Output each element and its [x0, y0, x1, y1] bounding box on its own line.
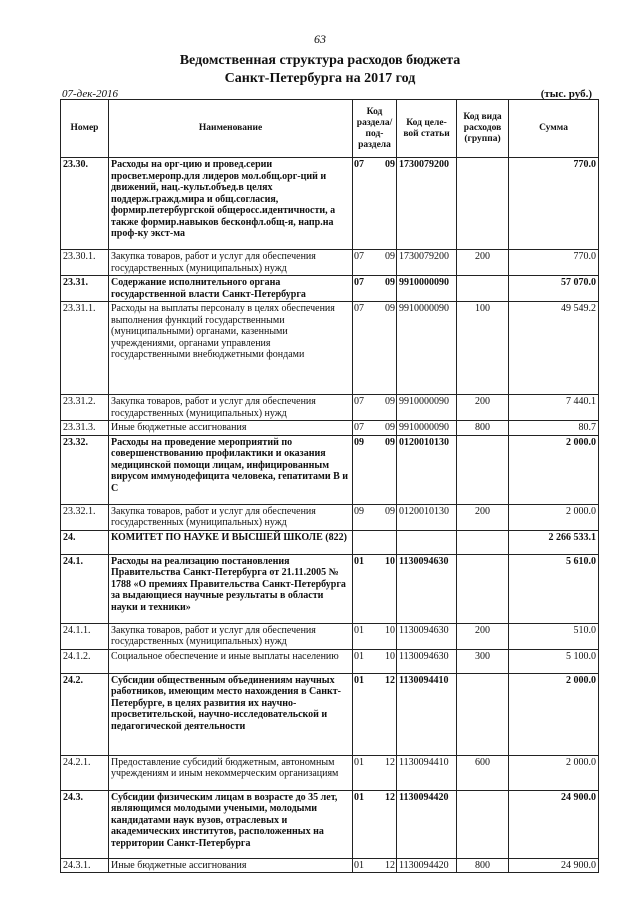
row-sum: 510.0: [509, 623, 599, 649]
row-name: Иные бюджетные ассигнования: [109, 421, 353, 436]
row-number: 24.1.: [61, 554, 109, 623]
row-expense-type: [457, 554, 509, 623]
row-number: 23.32.1.: [61, 504, 109, 530]
row-name: Субсидии общественным объединениям научных работников, имеющим место нахождения в Санкт-Петербурге, в целях развития их научно-просветительской, научно-исследовательской и педагогической деятельности: [109, 673, 353, 755]
table-row: [61, 790, 599, 858]
row-name: Расходы на реализацию постановления Правительства Санкт-Петербурга от 21.11.2005 № 1788 «О премиях Правительства Санкт-Петербурга за выдающиеся научные результаты в области науки и техники»: [109, 554, 353, 623]
table-row: [61, 673, 599, 755]
row-target-code: 1130094420: [397, 790, 457, 858]
table-row: [61, 530, 599, 554]
row-subsection-code: 09: [375, 421, 397, 436]
row-number: 23.32.: [61, 435, 109, 504]
table-row: [61, 755, 599, 790]
row-number: 23.30.1.: [61, 250, 109, 276]
row-sum: 80.7: [509, 421, 599, 436]
row-sum: 5 610.0: [509, 554, 599, 623]
row-target-code: 0120010130: [397, 435, 457, 504]
row-expense-type: [457, 530, 509, 554]
row-target-code: [397, 530, 457, 554]
row-sum: 7 440.1: [509, 395, 599, 421]
row-name: Расходы на выплаты персоналу в целях обеспечения выполнения функций государственными (муниципальными) органами, казенными учреждениями, органами управления государственными внебюджетными фондами: [109, 302, 353, 395]
row-expense-type: [457, 435, 509, 504]
header-target: Код целе-вой статьи: [397, 100, 457, 158]
row-sum: 2 000.0: [509, 504, 599, 530]
row-sum: 2 000.0: [509, 435, 599, 504]
row-target-code: 1730079200: [397, 158, 457, 250]
row-number: 23.31.1.: [61, 302, 109, 395]
row-sum: 24 900.0: [509, 858, 599, 873]
row-number: 24.3.: [61, 790, 109, 858]
row-sum: 5 100.0: [509, 649, 599, 673]
row-subsection-code: 10: [375, 623, 397, 649]
table-body: [61, 158, 599, 873]
row-section-code: 07: [353, 158, 375, 250]
row-subsection-code: 12: [375, 858, 397, 873]
row-number: 23.31.: [61, 276, 109, 302]
row-expense-type: [457, 276, 509, 302]
row-sum: 24 900.0: [509, 790, 599, 858]
table-row: [61, 858, 599, 873]
row-name: Закупка товаров, работ и услуг для обеспечения государственных (муниципальных) нужд: [109, 623, 353, 649]
row-number: 24.1.1.: [61, 623, 109, 649]
row-number: 24.3.1.: [61, 858, 109, 873]
row-target-code: 9910000090: [397, 395, 457, 421]
row-section-code: 01: [353, 755, 375, 790]
row-section-code: 07: [353, 302, 375, 395]
row-expense-type: 200: [457, 623, 509, 649]
header-name: Наименование: [109, 100, 353, 158]
row-name: Предоставление субсидий бюджетным, автономным учреждениям и иным некоммерческим организациям: [109, 755, 353, 790]
row-target-code: 1130094410: [397, 755, 457, 790]
row-expense-type: [457, 673, 509, 755]
row-section-code: 01: [353, 623, 375, 649]
row-expense-type: [457, 790, 509, 858]
row-sum: 770.0: [509, 250, 599, 276]
row-name: Содержание исполнительного органа государственной власти Санкт-Петербурга: [109, 276, 353, 302]
row-target-code: 9910000090: [397, 421, 457, 436]
row-target-code: 1130094410: [397, 673, 457, 755]
table-row: [61, 395, 599, 421]
table-row: [61, 554, 599, 623]
row-name: Закупка товаров, работ и услуг для обеспечения государственных (муниципальных) нужд: [109, 250, 353, 276]
budget-table: [60, 99, 599, 873]
page-number: 63: [314, 32, 326, 46]
row-section-code: 01: [353, 673, 375, 755]
row-section-code: 01: [353, 649, 375, 673]
row-expense-type: 200: [457, 504, 509, 530]
row-section-code: 01: [353, 554, 375, 623]
table-row: [61, 421, 599, 436]
row-target-code: 1130094630: [397, 623, 457, 649]
row-subsection-code: 09: [375, 395, 397, 421]
row-name: Закупка товаров, работ и услуг для обеспечения государственных (муниципальных) нужд: [109, 504, 353, 530]
table-row: [61, 276, 599, 302]
header-sum: Сумма: [509, 100, 599, 158]
row-subsection-code: 09: [375, 435, 397, 504]
row-expense-type: 100: [457, 302, 509, 395]
row-name: Закупка товаров, работ и услуг для обеспечения государственных (муниципальных) нужд: [109, 395, 353, 421]
row-name: Субсидии физическим лицам в возрасте до 35 лет, являющимся молодыми учеными, молодыми кандидатами наук вузов, отраслевых и академических институтов, расположенных на территории Санкт-Петербурга: [109, 790, 353, 858]
row-subsection-code: 12: [375, 673, 397, 755]
row-number: 23.31.2.: [61, 395, 109, 421]
header-number: Номер: [61, 100, 109, 158]
row-subsection-code: 09: [375, 276, 397, 302]
row-number: 24.2.: [61, 673, 109, 755]
row-section-code: 07: [353, 276, 375, 302]
row-expense-type: 200: [457, 395, 509, 421]
row-target-code: 1130094630: [397, 649, 457, 673]
row-section-code: 07: [353, 395, 375, 421]
row-section-code: 01: [353, 790, 375, 858]
table-row: [61, 302, 599, 395]
row-expense-type: 600: [457, 755, 509, 790]
row-section-code: 09: [353, 435, 375, 504]
row-number: 24.2.1.: [61, 755, 109, 790]
row-expense-type: 200: [457, 250, 509, 276]
row-name: Иные бюджетные ассигнования: [109, 858, 353, 873]
row-target-code: 0120010130: [397, 504, 457, 530]
row-subsection-code: 12: [375, 755, 397, 790]
row-expense-type: 800: [457, 858, 509, 873]
row-sum: 770.0: [509, 158, 599, 250]
row-sum: 2 000.0: [509, 755, 599, 790]
table-header-row: [61, 100, 599, 158]
row-name: Социальное обеспечение и иные выплаты населению: [109, 649, 353, 673]
row-expense-type: 800: [457, 421, 509, 436]
row-subsection-code: 09: [375, 504, 397, 530]
row-number: 23.31.3.: [61, 421, 109, 436]
row-number: 23.30.: [61, 158, 109, 250]
title-line-1: Ведомственная структура расходов бюджета: [179, 53, 461, 68]
row-subsection-code: 09: [375, 302, 397, 395]
row-target-code: 1130094630: [397, 554, 457, 623]
row-expense-type: 300: [457, 649, 509, 673]
row-name: Расходы на проведение мероприятий по совершенствованию профилактики и оказания медицинской помощи лицам, инфицированным вирусом иммунодефицита человека, гепатитами В и С: [109, 435, 353, 504]
row-subsection-code: 10: [375, 554, 397, 623]
row-section-code: [353, 530, 375, 554]
row-subsection-code: [375, 530, 397, 554]
table-row: [61, 250, 599, 276]
row-target-code: 9910000090: [397, 302, 457, 395]
row-subsection-code: 09: [375, 250, 397, 276]
row-target-code: 1730079200: [397, 250, 457, 276]
row-subsection-code: 09: [375, 158, 397, 250]
row-sum: 57 070.0: [509, 276, 599, 302]
row-subsection-code: 12: [375, 790, 397, 858]
row-sum: 2 266 533.1: [509, 530, 599, 554]
header-type: Код вида расходов (группа): [457, 100, 509, 158]
units-label: (тыс. руб.): [540, 88, 592, 100]
header-section: Код раздела/ под-раздела: [353, 100, 397, 158]
row-section-code: 09: [353, 504, 375, 530]
row-target-code: 9910000090: [397, 276, 457, 302]
table-row: [61, 504, 599, 530]
table-row: [61, 158, 599, 250]
row-name: КОМИТЕТ ПО НАУКЕ И ВЫСШЕЙ ШКОЛЕ (822): [109, 530, 353, 554]
row-section-code: 07: [353, 421, 375, 436]
document-title: [0, 52, 640, 88]
row-subsection-code: 10: [375, 649, 397, 673]
row-name: Расходы на орг-цию и провед.серии просвет.меропр.для лидеров мол.общ.орг-ций и движений, нац.-культ.объед.в целях поддерж.гражд.мира и общ.согласия, формир.петербургской общеросс.идентичности, а также формир.навыков бесконфл.общ-я, напр.на проф-ку экст-ма: [109, 158, 353, 250]
row-section-code: 07: [353, 250, 375, 276]
table-row: [61, 435, 599, 504]
document-date: 07-дек-2016: [62, 88, 119, 100]
row-target-code: 1130094420: [397, 858, 457, 873]
row-sum: 49 549.2: [509, 302, 599, 395]
row-number: 24.1.2.: [61, 649, 109, 673]
row-section-code: 01: [353, 858, 375, 873]
title-line-2: Санкт-Петербурга на 2017 год: [224, 71, 416, 86]
row-sum: 2 000.0: [509, 673, 599, 755]
table-row: [61, 649, 599, 673]
table-row: [61, 623, 599, 649]
row-expense-type: [457, 158, 509, 250]
row-number: 24.: [61, 530, 109, 554]
